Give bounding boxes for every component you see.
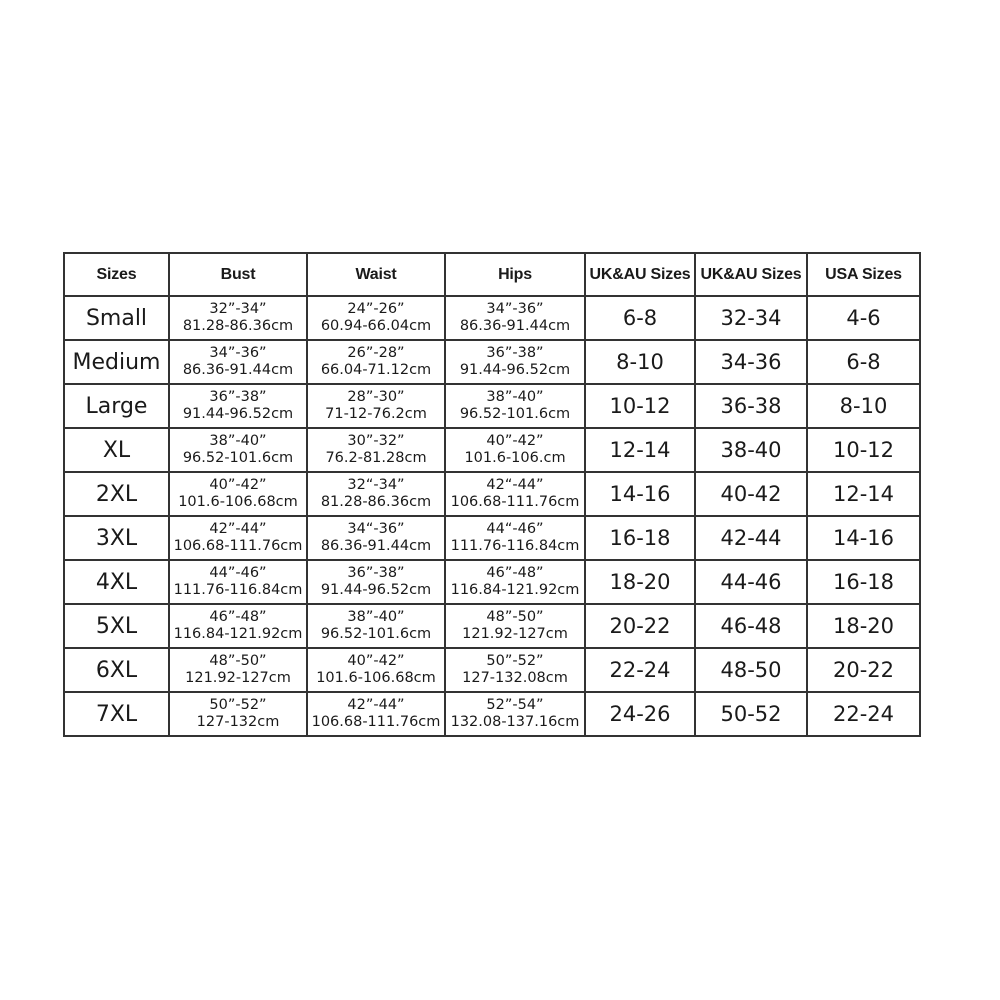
waist-cell-inches: 28”-30”: [347, 389, 405, 405]
waist-cell-inches: 36”-38”: [347, 565, 405, 581]
bust-cell: [169, 384, 307, 428]
bust-cell-inches: 42”-44”: [209, 521, 267, 537]
hips-cell: [445, 604, 585, 648]
waist-cell-cm: 60.94-66.04cm: [320, 318, 432, 334]
waist-cell: [307, 384, 445, 428]
uk-au-size-cell: 20-22: [585, 604, 695, 648]
waist-cell-cm: 96.52-101.6cm: [320, 626, 432, 642]
hips-cell-cm: 86.36-91.44cm: [459, 318, 571, 334]
waist-cell: [307, 428, 445, 472]
hips-cell-inches: 36”-38”: [486, 345, 544, 361]
hips-cell-inches: 40”-42”: [486, 433, 544, 449]
hips-cell: [445, 296, 585, 340]
bust-cell: [169, 516, 307, 560]
usa-size-cell: 18-20: [807, 604, 920, 648]
hips-cell: [445, 648, 585, 692]
header-bust: Bust: [169, 253, 307, 296]
bust-cell: [169, 428, 307, 472]
hips-cell-cm: 127-132.08cm: [462, 670, 568, 686]
uk-au-size-cell: 22-24: [585, 648, 695, 692]
hips-cell-inches: 34”-36”: [486, 301, 544, 317]
bust-cell-cm: 86.36-91.44cm: [182, 362, 294, 378]
header-uk-au-sizes-2: UK&AU Sizes: [695, 253, 807, 296]
uk-au-size-cell-2: 36-38: [695, 384, 807, 428]
header-hips: Hips: [445, 253, 585, 296]
size-chart-table: [63, 252, 921, 737]
waist-cell-inches: 42”-44”: [347, 697, 405, 713]
usa-size-cell: 16-18: [807, 560, 920, 604]
table-row: [64, 692, 920, 736]
waist-cell-inches: 26”-28”: [347, 345, 405, 361]
usa-size-cell: 8-10: [807, 384, 920, 428]
usa-size-cell: 10-12: [807, 428, 920, 472]
bust-cell-inches: 50”-52”: [209, 697, 267, 713]
hips-cell-inches: 52”-54”: [486, 697, 544, 713]
hips-cell: [445, 428, 585, 472]
header-waist: Waist: [307, 253, 445, 296]
size-label: Small: [64, 296, 169, 340]
header-usa-sizes: USA Sizes: [807, 253, 920, 296]
hips-cell: [445, 560, 585, 604]
uk-au-size-cell-2: 32-34: [695, 296, 807, 340]
hips-cell-inches: 44“-46”: [486, 521, 544, 537]
waist-cell: [307, 516, 445, 560]
table-row: [64, 560, 920, 604]
waist-cell-inches: 24”-26”: [347, 301, 405, 317]
table-row: [64, 472, 920, 516]
uk-au-size-cell: 18-20: [585, 560, 695, 604]
waist-cell-cm: 101.6-106.68cm: [316, 670, 436, 686]
uk-au-size-cell: 8-10: [585, 340, 695, 384]
header-sizes: Sizes: [64, 253, 169, 296]
hips-cell-inches: 48”-50”: [486, 609, 544, 625]
hips-cell-cm: 91.44-96.52cm: [459, 362, 571, 378]
uk-au-size-cell: 10-12: [585, 384, 695, 428]
bust-cell-inches: 38”-40”: [209, 433, 267, 449]
bust-cell-inches: 48”-50”: [209, 653, 267, 669]
hips-cell-cm: 106.68-111.76cm: [450, 494, 580, 510]
bust-cell-inches: 32”-34”: [209, 301, 267, 317]
uk-au-size-cell-2: 42-44: [695, 516, 807, 560]
table-row: [64, 296, 920, 340]
uk-au-size-cell-2: 46-48: [695, 604, 807, 648]
bust-cell-cm: 106.68-111.76cm: [173, 538, 303, 554]
bust-cell-inches: 34”-36”: [209, 345, 267, 361]
waist-cell: [307, 692, 445, 736]
bust-cell-cm: 111.76-116.84cm: [173, 582, 303, 598]
hips-cell-inches: 38”-40”: [486, 389, 544, 405]
bust-cell-cm: 101.6-106.68cm: [178, 494, 298, 510]
hips-cell: [445, 472, 585, 516]
bust-cell-cm: 121.92-127cm: [185, 670, 291, 686]
size-label: 5XL: [64, 604, 169, 648]
hips-cell-inches: 46”-48”: [486, 565, 544, 581]
bust-cell: [169, 692, 307, 736]
size-label: XL: [64, 428, 169, 472]
bust-cell-cm: 91.44-96.52cm: [182, 406, 294, 422]
waist-cell-cm: 66.04-71.12cm: [320, 362, 432, 378]
size-label: Large: [64, 384, 169, 428]
hips-cell: [445, 692, 585, 736]
header-row: [64, 253, 920, 296]
waist-cell-inches: 34“-36”: [347, 521, 405, 537]
uk-au-size-cell: 24-26: [585, 692, 695, 736]
waist-cell-inches: 30”-32”: [347, 433, 405, 449]
table-row: [64, 384, 920, 428]
table-row: [64, 340, 920, 384]
hips-cell-cm: 121.92-127cm: [462, 626, 568, 642]
waist-cell-cm: 81.28-86.36cm: [320, 494, 432, 510]
bust-cell: [169, 560, 307, 604]
waist-cell: [307, 472, 445, 516]
uk-au-size-cell: 6-8: [585, 296, 695, 340]
usa-size-cell: 12-14: [807, 472, 920, 516]
hips-cell-cm: 96.52-101.6cm: [459, 406, 571, 422]
waist-cell: [307, 560, 445, 604]
waist-cell-inches: 40”-42”: [347, 653, 405, 669]
size-label: 4XL: [64, 560, 169, 604]
uk-au-size-cell-2: 34-36: [695, 340, 807, 384]
waist-cell-inches: 32“-34”: [347, 477, 405, 493]
bust-cell-inches: 40”-42”: [209, 477, 267, 493]
waist-cell-cm: 106.68-111.76cm: [311, 714, 441, 730]
uk-au-size-cell-2: 40-42: [695, 472, 807, 516]
size-label: 6XL: [64, 648, 169, 692]
hips-cell-cm: 101.6-106.cm: [464, 450, 566, 466]
uk-au-size-cell: 12-14: [585, 428, 695, 472]
waist-cell-cm: 86.36-91.44cm: [320, 538, 432, 554]
hips-cell-inches: 50”-52”: [486, 653, 544, 669]
uk-au-size-cell: 16-18: [585, 516, 695, 560]
table-row: [64, 648, 920, 692]
bust-cell-cm: 96.52-101.6cm: [182, 450, 294, 466]
bust-cell: [169, 604, 307, 648]
waist-cell: [307, 648, 445, 692]
uk-au-size-cell-2: 48-50: [695, 648, 807, 692]
table-row: [64, 604, 920, 648]
hips-cell-cm: 111.76-116.84cm: [450, 538, 580, 554]
uk-au-size-cell-2: 44-46: [695, 560, 807, 604]
bust-cell-inches: 44”-46”: [209, 565, 267, 581]
bust-cell-cm: 116.84-121.92cm: [173, 626, 303, 642]
bust-cell-inches: 46”-48”: [209, 609, 267, 625]
uk-au-size-cell-2: 38-40: [695, 428, 807, 472]
waist-cell-inches: 38”-40”: [347, 609, 405, 625]
bust-cell-cm: 127-132cm: [196, 714, 280, 730]
waist-cell: [307, 340, 445, 384]
bust-cell-inches: 36”-38”: [209, 389, 267, 405]
waist-cell-cm: 91.44-96.52cm: [320, 582, 432, 598]
usa-size-cell: 6-8: [807, 340, 920, 384]
waist-cell: [307, 296, 445, 340]
hips-cell-inches: 42“-44”: [486, 477, 544, 493]
usa-size-cell: 4-6: [807, 296, 920, 340]
usa-size-cell: 22-24: [807, 692, 920, 736]
bust-cell-cm: 81.28-86.36cm: [182, 318, 294, 334]
hips-cell-cm: 132.08-137.16cm: [450, 714, 580, 730]
hips-cell: [445, 384, 585, 428]
size-label: 2XL: [64, 472, 169, 516]
waist-cell: [307, 604, 445, 648]
header-uk-au-sizes: UK&AU Sizes: [585, 253, 695, 296]
size-label: 7XL: [64, 692, 169, 736]
uk-au-size-cell-2: 50-52: [695, 692, 807, 736]
usa-size-cell: 14-16: [807, 516, 920, 560]
hips-cell: [445, 340, 585, 384]
usa-size-cell: 20-22: [807, 648, 920, 692]
table-row: [64, 516, 920, 560]
hips-cell: [445, 516, 585, 560]
bust-cell: [169, 296, 307, 340]
hips-cell-cm: 116.84-121.92cm: [450, 582, 580, 598]
bust-cell: [169, 648, 307, 692]
bust-cell: [169, 340, 307, 384]
uk-au-size-cell: 14-16: [585, 472, 695, 516]
bust-cell: [169, 472, 307, 516]
size-label: 3XL: [64, 516, 169, 560]
waist-cell-cm: 76.2-81.28cm: [325, 450, 427, 466]
waist-cell-cm: 71-12-76.2cm: [325, 406, 427, 422]
size-label: Medium: [64, 340, 169, 384]
table-row: [64, 428, 920, 472]
